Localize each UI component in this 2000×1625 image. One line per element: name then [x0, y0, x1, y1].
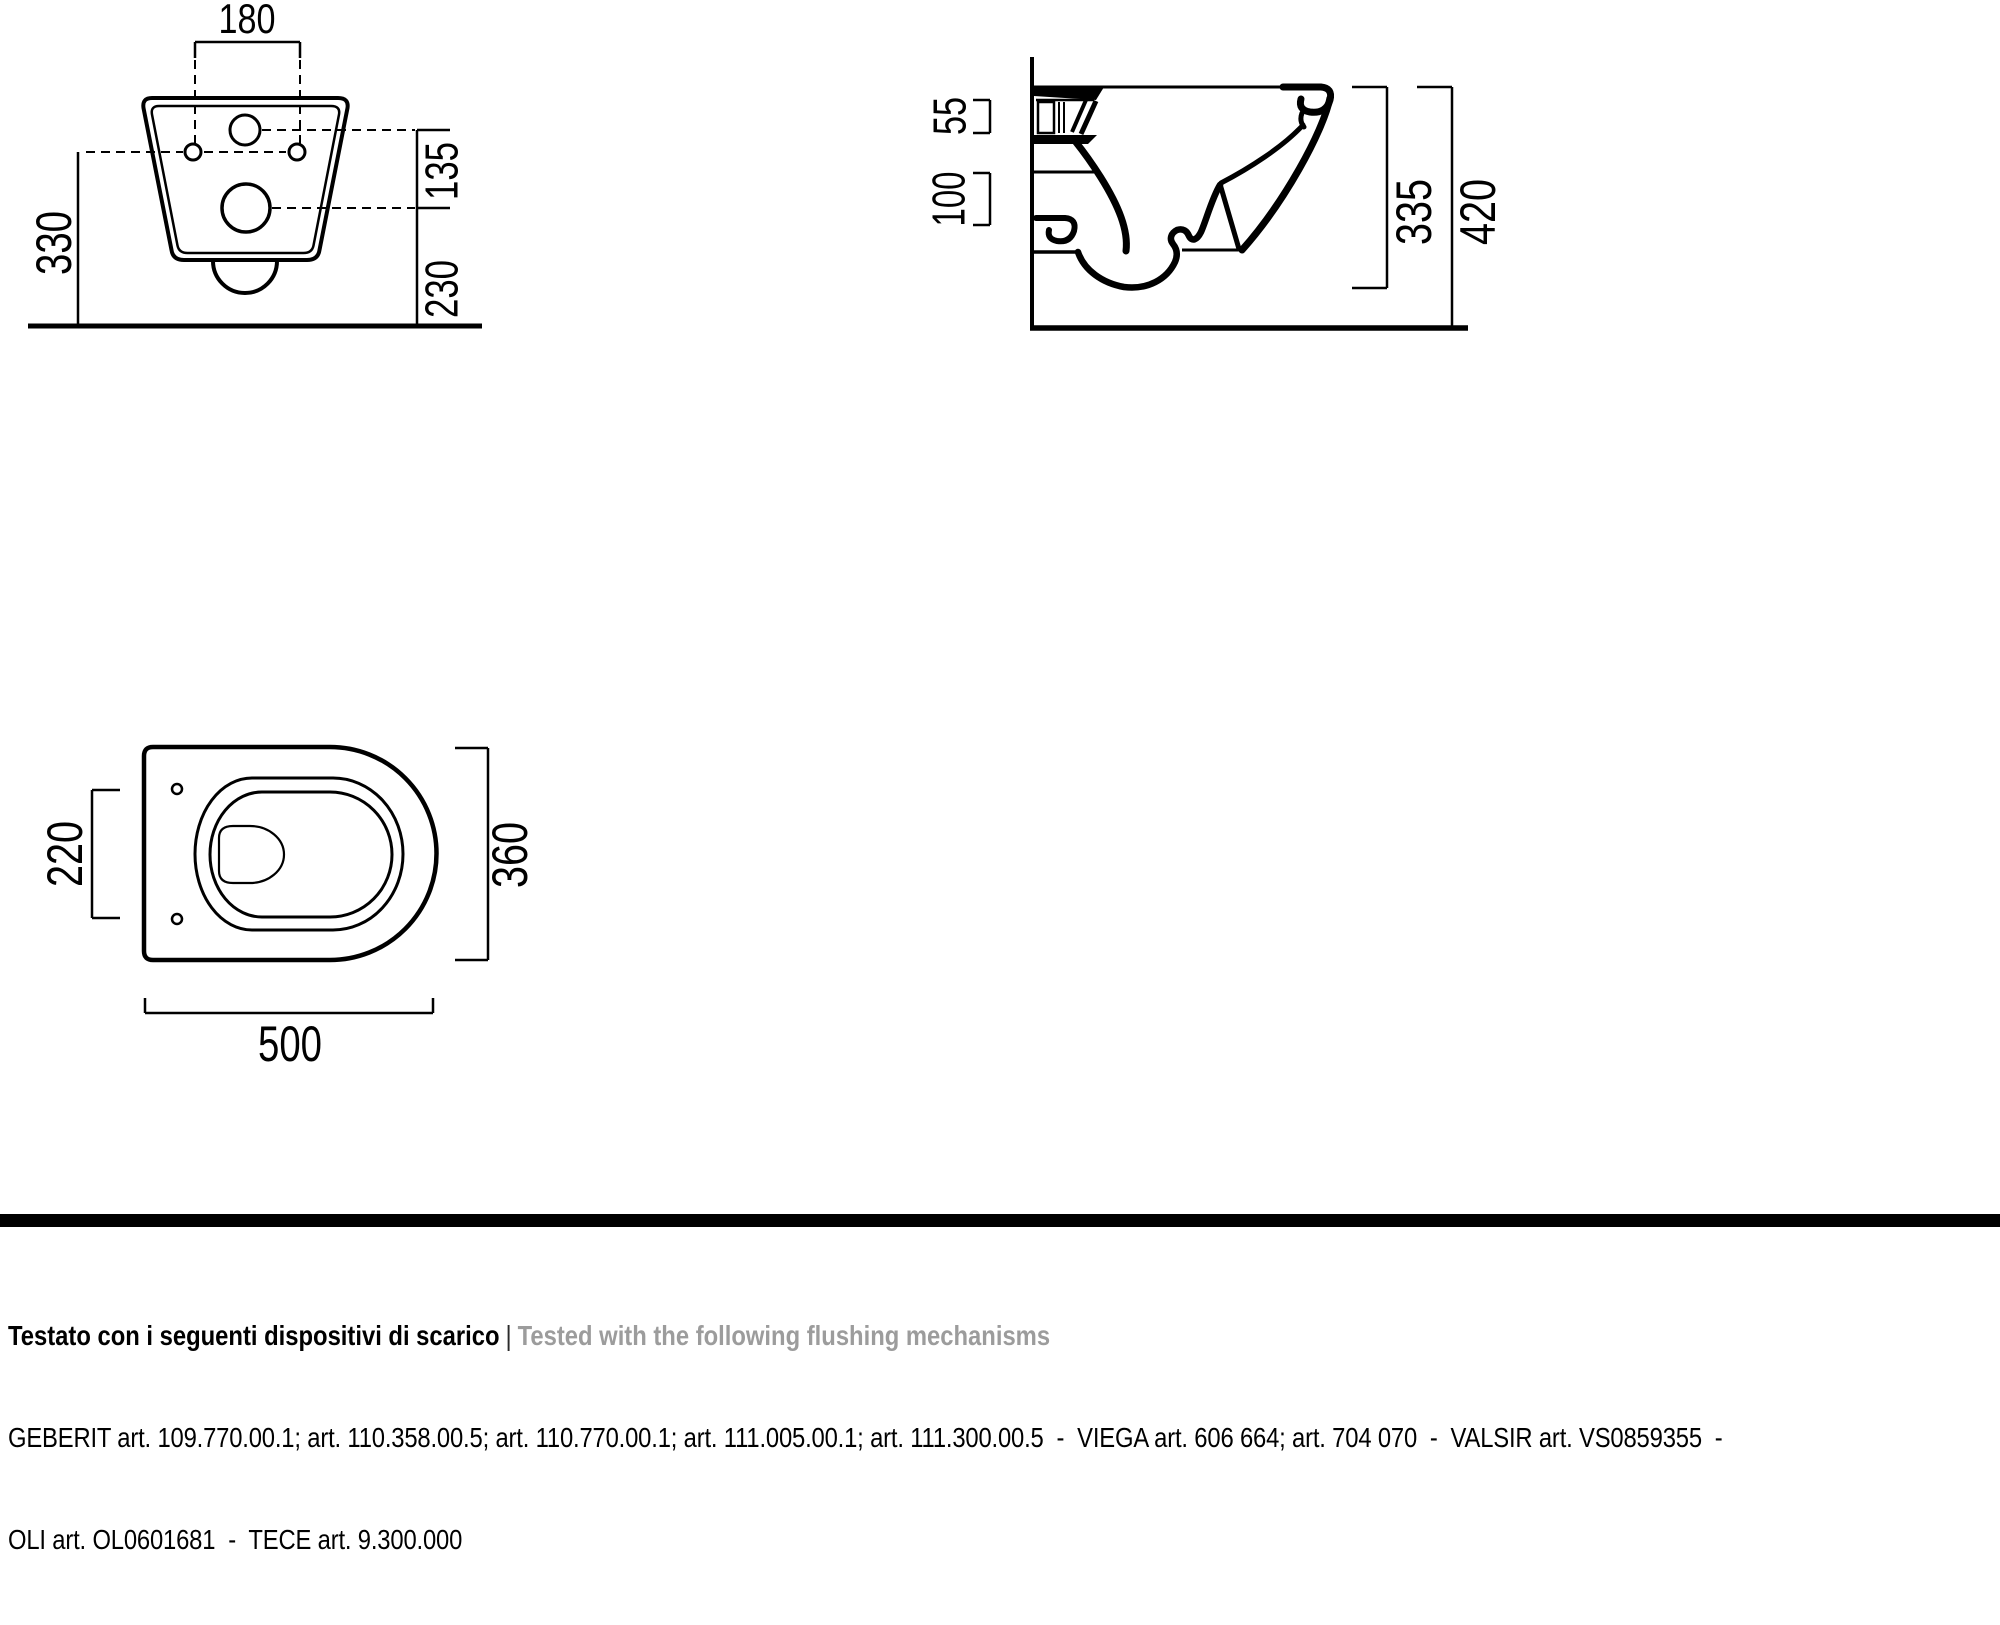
dim-100-bracket — [973, 173, 990, 225]
dim-135-label: 135 — [415, 123, 468, 200]
dim-330-label: 330 — [26, 191, 82, 275]
pan-outline-outer — [143, 98, 347, 260]
flushing-mechanisms-line-2: OLI art. OL0601681 - TECE art. 9.300.000 — [8, 1524, 463, 1555]
dim-220-bracket — [92, 790, 120, 918]
flushing-mechanisms-line-1: GEBERIT art. 109.770.00.1; art. 110.358.00.5; art. 110.770.00.1; art. 111.005.00.1; art. 111.300.00.5 - VIEGA art. 606 664; art. 704 070 - VALSIR art. VS0859355 - — [8, 1422, 1723, 1453]
drain-outline — [219, 826, 284, 883]
fixing-hole-left — [185, 144, 201, 160]
trap-bulge — [213, 261, 277, 293]
dim-420-label: 420 — [1450, 161, 1506, 245]
seat-hole-bottom — [172, 914, 182, 924]
inlet-connection — [1034, 86, 1104, 144]
dim-100-label: 100 — [922, 149, 975, 227]
divider-rule — [0, 1214, 2000, 1227]
funnel-left-edge — [1220, 184, 1239, 249]
flush-channel-back — [1075, 141, 1126, 251]
dim-500-bracket — [145, 998, 433, 1013]
dim-55-label: 55 — [923, 83, 976, 135]
dim-500-label: 500 — [258, 1016, 322, 1072]
bowl-rim-inner — [210, 792, 392, 917]
outlet-hook — [1036, 218, 1075, 241]
front-view — [26, 0, 482, 326]
seat-hole-top — [172, 784, 182, 794]
dim-180-label: 180 — [218, 0, 276, 43]
water-inlet-hole — [230, 115, 260, 145]
footer-heading-english: Tested with the following flushing mechanisms — [517, 1320, 1051, 1351]
dim-230-label: 230 — [415, 241, 468, 318]
bowl-inner-surface — [1221, 125, 1303, 183]
footer-heading — [8, 1319, 1723, 1353]
dim-180-lines — [195, 42, 300, 144]
fixing-hole-right — [289, 144, 305, 160]
outlet-hole — [222, 184, 270, 232]
bowl-rim-outer — [195, 778, 403, 930]
plan-view — [37, 747, 538, 1072]
footer-text — [8, 1251, 1723, 1625]
dim-220-label: 220 — [37, 803, 93, 887]
dim-335-bracket — [1352, 87, 1387, 288]
footer-heading-separator: | — [505, 1320, 512, 1351]
side-view — [923, 57, 1506, 330]
dim-335-label: 335 — [1386, 161, 1442, 245]
bowl-underside — [1078, 185, 1220, 287]
footer-heading-italian: Testato con i seguenti dispositivi di scarico — [8, 1320, 500, 1351]
dim-360-label: 360 — [482, 804, 538, 888]
bowl-outer-back — [1242, 98, 1330, 250]
